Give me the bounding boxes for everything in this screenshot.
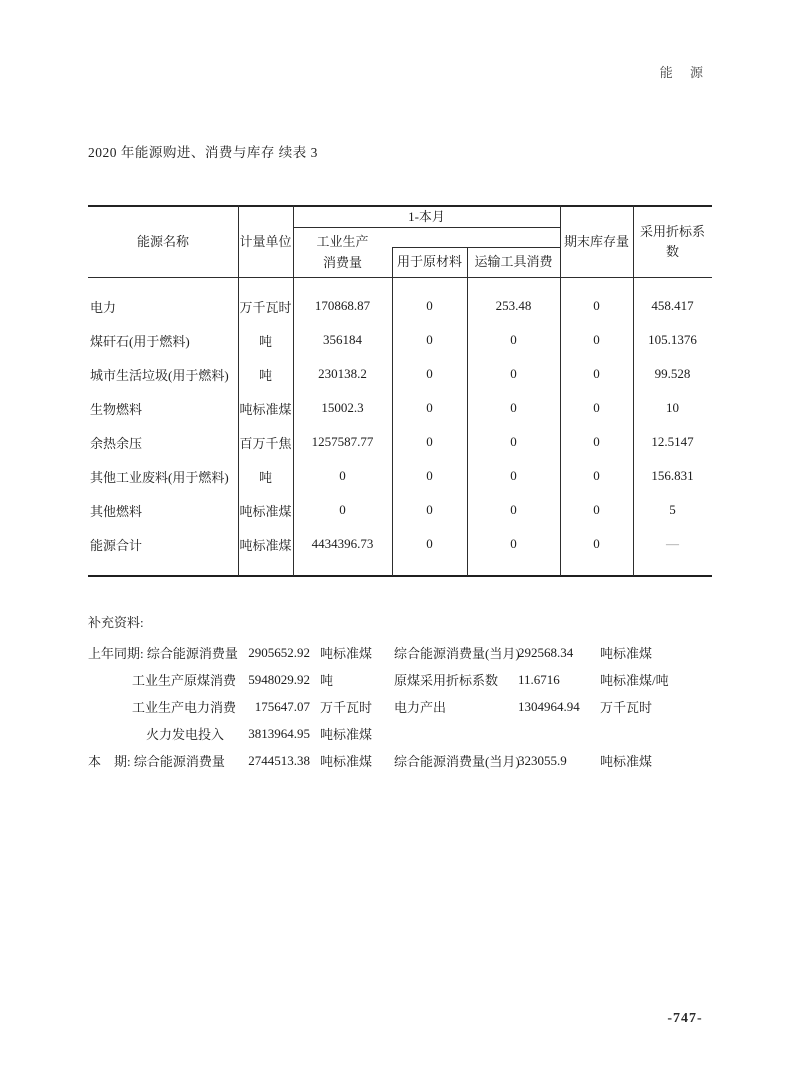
table-row <box>88 391 712 425</box>
page-title: 2020 年能源购进、消费与库存 续表 3 <box>88 145 318 160</box>
col-header-ending-inventory: 期末库存量 <box>563 233 629 249</box>
supplement-label: 火力发电投入 <box>146 727 225 742</box>
supplement-line <box>88 693 728 720</box>
supplement-label: 工业生产电力消费 <box>132 700 237 715</box>
supplement-value: 175647.07 <box>254 698 310 714</box>
row-coefficient: 99.528 <box>654 366 691 381</box>
table-row <box>88 289 712 323</box>
row-coefficient: 12.5147 <box>651 434 694 449</box>
row-unit: 吨标准煤 <box>239 503 292 519</box>
row-coefficient: 458.417 <box>651 298 694 313</box>
supplement-unit: 吨标准煤 <box>320 646 373 661</box>
row-inventory: 0 <box>593 332 600 347</box>
row-consumption: 0 <box>339 468 346 483</box>
supplement-unit-2: 吨标准煤 <box>600 754 653 769</box>
row-name: 余热余压 <box>90 435 143 451</box>
row-raw-material: 0 <box>426 502 433 517</box>
row-unit: 吨标准煤 <box>239 537 292 553</box>
supplement-label-2: 综合能源消费量(当月) <box>394 646 520 661</box>
row-inventory: 0 <box>593 434 600 449</box>
supplement-value: 3813964.95 <box>248 725 310 741</box>
supplement-label-2: 原煤采用折标系数 <box>394 673 499 688</box>
row-unit: 吨 <box>258 469 272 485</box>
supplement-unit: 吨标准煤 <box>320 754 373 769</box>
row-transport: 0 <box>510 434 517 449</box>
row-unit: 百万千焦 <box>239 435 292 451</box>
col-header-period-group: 1-本月 <box>408 208 445 224</box>
row-consumption: 15002.3 <box>321 400 364 415</box>
row-raw-material: 0 <box>426 400 433 415</box>
supplement-unit: 吨标准煤 <box>320 727 373 742</box>
row-name: 其他工业废料(用于燃料) <box>90 469 229 485</box>
supplementary-title: 补充资料: <box>88 615 144 630</box>
row-raw-material: 0 <box>426 332 433 347</box>
supplement-value-2: 1304964.94 <box>518 698 580 714</box>
supplement-unit-2: 吨标准煤/吨 <box>600 673 669 688</box>
row-name: 煤矸石(用于燃料) <box>90 333 190 349</box>
supplement-unit-2: 吨标准煤 <box>600 646 653 661</box>
row-consumption: 230138.2 <box>318 366 367 381</box>
supplement-line <box>88 639 728 666</box>
supplement-value: 2905652.92 <box>248 644 310 660</box>
row-unit: 吨 <box>258 333 272 349</box>
energy-table <box>88 205 712 577</box>
supplement-unit-2: 万千瓦时 <box>600 700 653 715</box>
supplement-unit: 万千瓦时 <box>320 700 373 715</box>
supplement-line <box>88 666 728 693</box>
row-inventory: 0 <box>593 298 600 313</box>
supplement-label: 本 期: 综合能源消费量 <box>88 754 225 769</box>
supplement-label-2: 电力产出 <box>394 700 447 715</box>
row-consumption: 1257587.77 <box>311 434 374 449</box>
row-name: 生物燃料 <box>90 401 143 417</box>
row-name: 电力 <box>90 299 117 315</box>
row-consumption: 356184 <box>323 332 362 347</box>
supplementary-section <box>88 613 728 774</box>
row-inventory: 0 <box>593 536 600 551</box>
table-body <box>88 279 712 561</box>
row-name: 城市生活垃圾(用于燃料) <box>90 367 229 383</box>
supplement-label: 上年同期: 综合能源消费量 <box>88 646 238 661</box>
row-unit: 吨标准煤 <box>239 401 292 417</box>
col-header-coefficient <box>633 207 712 277</box>
table-row <box>88 323 712 357</box>
table-bottom-rule <box>88 575 712 577</box>
section-corner-label: 能 源 <box>659 65 710 80</box>
row-coefficient: 156.831 <box>651 468 694 483</box>
row-consumption: 0 <box>339 502 346 517</box>
col-header-unit: 计量单位 <box>239 233 292 249</box>
row-inventory: 0 <box>593 502 600 517</box>
row-name: 能源合计 <box>90 537 143 553</box>
supplement-value-2: 323055.9 <box>518 752 567 768</box>
row-consumption: 4434396.73 <box>311 536 374 551</box>
col-header-industrial-consumption <box>293 228 392 277</box>
row-raw-material: 0 <box>426 536 433 551</box>
row-coefficient: 105.1376 <box>648 332 697 347</box>
row-name: 其他燃料 <box>90 503 143 519</box>
supplement-value: 2744513.38 <box>248 752 310 768</box>
row-consumption: 170868.87 <box>314 298 371 313</box>
supplement-line <box>88 720 728 747</box>
table-row <box>88 527 712 561</box>
page-number: -747- <box>667 1011 703 1026</box>
supplement-line <box>88 747 728 774</box>
row-raw-material: 0 <box>426 366 433 381</box>
supplement-unit: 吨 <box>320 673 334 688</box>
row-raw-material: 0 <box>426 468 433 483</box>
row-transport: 0 <box>510 366 517 381</box>
row-raw-material: 0 <box>426 298 433 313</box>
row-coefficient: — <box>666 536 679 551</box>
row-coefficient: 5 <box>669 502 676 517</box>
supplement-value: 5948029.92 <box>248 671 310 687</box>
row-transport: 253.48 <box>495 298 532 313</box>
col-header-raw-material: 用于原材料 <box>396 254 462 270</box>
row-unit: 万千瓦时 <box>239 299 292 315</box>
col-header-transport: 运输工具消费 <box>474 254 553 270</box>
row-unit: 吨 <box>258 367 272 383</box>
table-row <box>88 459 712 493</box>
supplement-label: 工业生产原煤消费 <box>132 673 237 688</box>
table-row <box>88 493 712 527</box>
row-coefficient: 10 <box>666 400 679 415</box>
row-inventory: 0 <box>593 468 600 483</box>
row-transport: 0 <box>510 400 517 415</box>
supplement-label-2: 综合能源消费量(当月) <box>394 754 520 769</box>
row-transport: 0 <box>510 468 517 483</box>
row-inventory: 0 <box>593 400 600 415</box>
table-row <box>88 425 712 459</box>
table-row <box>88 357 712 391</box>
col-header-industrial-consumption-text: 工业生产消费量 <box>316 234 369 270</box>
row-transport: 0 <box>510 502 517 517</box>
row-raw-material: 0 <box>426 434 433 449</box>
supplement-value-2: 292568.34 <box>518 644 574 660</box>
col-header-energy-name: 能源名称 <box>136 233 189 249</box>
row-transport: 0 <box>510 332 517 347</box>
col-header-coefficient-text: 采用折标系数 <box>639 223 705 259</box>
row-inventory: 0 <box>593 366 600 381</box>
row-transport: 0 <box>510 536 517 551</box>
supplement-value-2: 11.6716 <box>518 671 560 687</box>
